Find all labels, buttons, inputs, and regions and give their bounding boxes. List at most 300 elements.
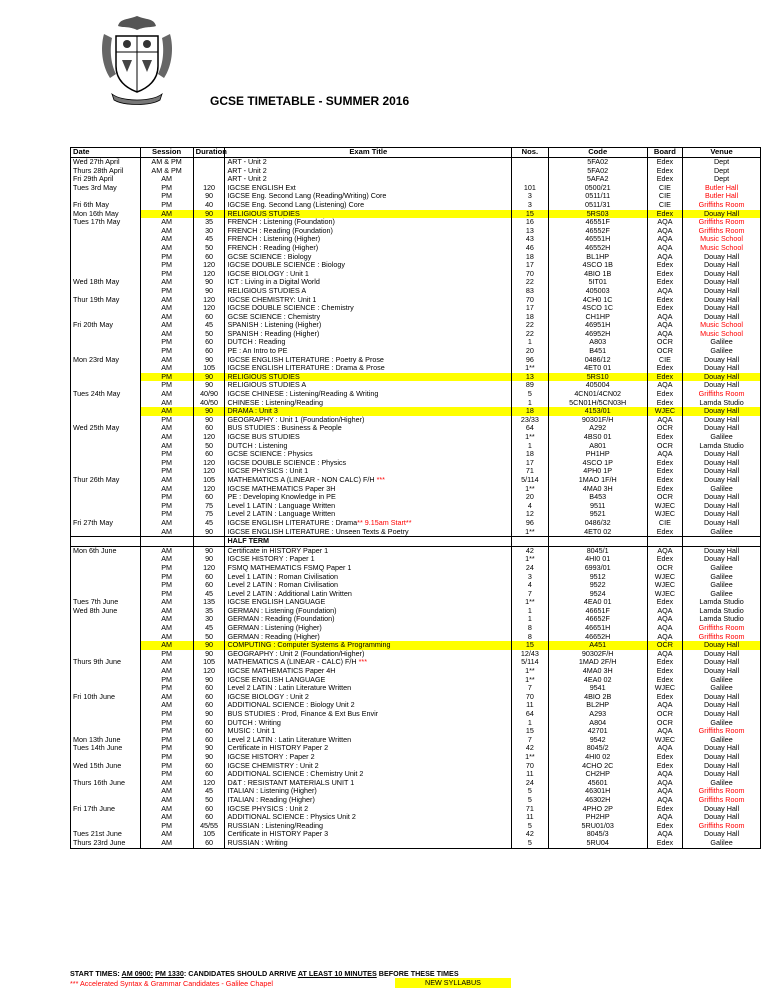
nos-text: 83 — [525, 286, 534, 295]
cell-board — [647, 590, 682, 599]
venue-text: Galilee — [710, 589, 733, 598]
cell-exam — [225, 787, 512, 796]
cell-exam — [225, 607, 512, 616]
cell-exam — [225, 278, 512, 287]
cell-session — [140, 270, 193, 279]
cell-session — [140, 485, 193, 494]
cell-nos — [512, 416, 549, 425]
nos-text: 70 — [525, 761, 534, 770]
cell-board — [647, 564, 682, 573]
venue-text: Douay Hall — [703, 364, 740, 373]
exam-text: IGCSE ENGLISH LITERATURE : Drama — [227, 518, 358, 527]
cell-date — [71, 787, 141, 796]
cell-exam — [225, 546, 512, 555]
cell-duration — [193, 779, 225, 788]
venue-text: Douay Hall — [703, 407, 740, 416]
cell-session — [140, 502, 193, 511]
header-venue: Venue — [683, 148, 761, 158]
cell-board — [647, 719, 682, 728]
session-text: PM — [161, 727, 172, 736]
cell-nos — [512, 528, 549, 537]
session-text: PM — [161, 467, 172, 476]
session-text: AM — [161, 312, 172, 321]
exam-text: SPANISH : Reading (Higher) — [227, 329, 320, 338]
table-row — [71, 624, 761, 633]
cell-nos — [512, 615, 549, 624]
cell-exam — [225, 347, 512, 356]
cell-code — [548, 175, 647, 184]
duration-text: 50 — [205, 441, 214, 450]
board-text: WJEC — [654, 589, 676, 598]
code-text: A451 — [589, 641, 607, 650]
cell-duration — [193, 192, 225, 201]
exam-text: GEOGRAPHY : Unit 1 (Foundation/Higher) — [227, 415, 365, 424]
code-text: 46651F — [585, 606, 610, 615]
venue-text: Douay Hall — [703, 209, 740, 218]
cell-venue — [683, 278, 761, 287]
duration-text: 120 — [203, 261, 216, 270]
cell-duration — [193, 261, 225, 270]
cell-code — [548, 399, 647, 408]
board-text: Edex — [656, 527, 674, 536]
board-text: OCR — [656, 641, 673, 650]
cell-date — [71, 502, 141, 511]
cell-code — [548, 787, 647, 796]
cell-date — [71, 796, 141, 805]
cell-session — [140, 753, 193, 762]
code-text: B453 — [589, 493, 607, 502]
cell-date — [71, 278, 141, 287]
cell-duration — [193, 753, 225, 762]
code-text: 4BIO 2B — [584, 692, 612, 701]
cell-board — [647, 641, 682, 650]
cell-code — [548, 416, 647, 425]
cell-venue — [683, 244, 761, 253]
cell-exam — [225, 476, 512, 485]
cell-nos — [512, 459, 549, 468]
cell-code — [548, 321, 647, 330]
date-text: Tues 24th May — [73, 390, 121, 399]
exam-text: IGCSE DOUBLE SCIENCE : Physics — [227, 458, 347, 467]
cell-code — [548, 615, 647, 624]
cell-venue — [683, 607, 761, 616]
session-text: PM — [161, 563, 172, 572]
cell-session — [140, 321, 193, 330]
cell-code — [548, 573, 647, 582]
cell-board — [647, 227, 682, 236]
cell-venue — [683, 502, 761, 511]
cell-code — [548, 555, 647, 564]
code-text: 5IT01 — [588, 278, 607, 287]
nos-text: 18 — [525, 252, 534, 261]
cell-duration — [193, 607, 225, 616]
cell-code — [548, 770, 647, 779]
venue-text: Douay Hall — [703, 278, 740, 287]
cell-venue — [683, 736, 761, 745]
nos-text: 22 — [525, 329, 534, 338]
table-row — [71, 676, 761, 685]
cell-nos — [512, 184, 549, 193]
cell-date — [71, 762, 141, 771]
session-text: AM — [161, 226, 172, 235]
exam-text: Level 2 LATIN : Roman Civilisation — [227, 581, 339, 590]
venue-text: Music School — [700, 329, 743, 338]
venue-text: Butler Hall — [704, 183, 739, 192]
table-row — [71, 510, 761, 519]
nos-text: 101 — [523, 183, 536, 192]
nos-text: 89 — [525, 381, 534, 390]
cell-venue — [683, 321, 761, 330]
cell-duration — [193, 304, 225, 313]
board-text: AQA — [657, 546, 673, 555]
cell-venue — [683, 330, 761, 339]
cell-exam — [225, 407, 512, 416]
cell-duration — [193, 537, 225, 547]
venue-text: Dept — [713, 157, 730, 166]
exam-text: IGCSE MATHEMATICS Paper 4H — [227, 667, 336, 676]
cell-date — [71, 364, 141, 373]
cell-board — [647, 693, 682, 702]
cell-duration — [193, 227, 225, 236]
session-text: PM — [161, 286, 172, 295]
cell-duration — [193, 210, 225, 219]
cell-duration — [193, 313, 225, 322]
exam-text: Certificate in HISTORY Paper 1 — [227, 546, 329, 555]
cell-nos — [512, 710, 549, 719]
exam-text: IGCSE Eng. Second Lang (Listening) Core — [227, 200, 365, 209]
cell-exam — [225, 201, 512, 210]
cell-exam — [225, 590, 512, 599]
cell-board — [647, 399, 682, 408]
cell-exam — [225, 356, 512, 365]
cell-nos — [512, 813, 549, 822]
cell-exam — [225, 433, 512, 442]
cell-date — [71, 175, 141, 184]
table-row — [71, 192, 761, 201]
code-text: 4ET0 01 — [584, 364, 612, 373]
cell-venue — [683, 805, 761, 814]
cell-date — [71, 321, 141, 330]
session-text: PM — [161, 649, 172, 658]
cell-nos — [512, 590, 549, 599]
cell-nos — [512, 581, 549, 590]
cell-code — [548, 519, 647, 528]
cell-duration — [193, 528, 225, 537]
cell-venue — [683, 227, 761, 236]
cell-code — [548, 433, 647, 442]
cell-date — [71, 210, 141, 219]
duration-text: 90 — [205, 744, 214, 753]
cell-session — [140, 839, 193, 848]
cell-exam — [225, 338, 512, 347]
duration-text: 90 — [205, 407, 214, 416]
venue-text: Douay Hall — [703, 467, 740, 476]
session-text: PM — [161, 192, 172, 201]
cell-nos — [512, 493, 549, 502]
cell-session — [140, 184, 193, 193]
nos-text: 1** — [525, 752, 535, 761]
date-text: Wed 15th June — [73, 761, 122, 770]
table-row — [71, 813, 761, 822]
code-text: 1MAD 2F/H — [578, 658, 617, 667]
cell-exam — [225, 598, 512, 607]
cell-exam — [225, 650, 512, 659]
table-row — [71, 321, 761, 330]
session-text: AM — [161, 484, 172, 493]
code-text: 4BS0 01 — [583, 433, 612, 441]
table-row — [71, 615, 761, 624]
table-row — [71, 564, 761, 573]
cell-session — [140, 235, 193, 244]
cell-duration — [193, 399, 225, 408]
cell-venue — [683, 546, 761, 555]
code-text: 5FA02 — [587, 157, 609, 166]
duration-text: 105 — [203, 658, 216, 667]
cell-code — [548, 537, 647, 547]
table-row — [71, 261, 761, 270]
cell-board — [647, 727, 682, 736]
venue-text: Dept — [713, 166, 730, 175]
code-text: 5RS03 — [586, 209, 609, 218]
code-text: 4SCO 1C — [582, 304, 614, 313]
cell-code — [548, 356, 647, 365]
cell-exam — [225, 719, 512, 728]
exam-timetable — [70, 147, 761, 849]
exam-text: Certificate in HISTORY Paper 3 — [227, 830, 329, 839]
cell-venue — [683, 693, 761, 702]
cell-nos — [512, 546, 549, 555]
cell-date — [71, 227, 141, 236]
cell-duration — [193, 676, 225, 685]
cell-date — [71, 296, 141, 305]
code-text: 46952H — [585, 329, 611, 338]
cell-nos — [512, 330, 549, 339]
cell-duration — [193, 787, 225, 796]
board-text: WJEC — [654, 581, 676, 590]
exam-text: IGCSE ENGLISH LITERATURE : Poetry & Prose — [227, 355, 384, 364]
nos-text: 96 — [525, 355, 534, 364]
cell-nos — [512, 658, 549, 667]
venue-text: Douay Hall — [703, 261, 740, 270]
exam-text: Level 2 LATIN : Latin Literature Written — [227, 735, 352, 744]
date-text: Tues 17th May — [73, 218, 121, 227]
cell-date — [71, 770, 141, 779]
cell-board — [647, 356, 682, 365]
session-text: AM — [161, 518, 172, 527]
table-row — [71, 641, 761, 650]
cell-exam — [225, 373, 512, 382]
duration-text: 60 — [205, 761, 214, 770]
cell-date — [71, 407, 141, 416]
cell-session — [140, 261, 193, 270]
date-text: Thurs 9th June — [73, 658, 121, 667]
code-text: 46302H — [585, 795, 611, 804]
board-text: AQA — [657, 795, 673, 804]
cell-session — [140, 555, 193, 564]
cell-nos — [512, 167, 549, 176]
cell-venue — [683, 564, 761, 573]
board-text: Edex — [656, 667, 674, 676]
duration-text: 90 — [205, 546, 214, 555]
session-text: AM — [161, 441, 172, 450]
cell-duration — [193, 573, 225, 582]
duration-text: 120 — [203, 467, 216, 476]
duration-text: 90 — [205, 372, 214, 381]
exam-text: IGCSE ENGLISH LITERATURE : Drama & Prose — [227, 364, 385, 373]
cell-board — [647, 502, 682, 511]
code-text: 5CN01H/5CN03H — [569, 398, 627, 407]
cell-session — [140, 537, 193, 547]
cell-nos — [512, 510, 549, 519]
cell-date — [71, 607, 141, 616]
cell-session — [140, 710, 193, 719]
session-text: PM — [161, 510, 172, 519]
exam-note: ** 9.15am Start** — [357, 518, 412, 527]
date-text: Thurs 16th June — [73, 778, 125, 787]
cell-board — [647, 615, 682, 624]
session-text: AM — [161, 813, 172, 822]
duration-text: 45 — [205, 235, 214, 244]
duration-text: 60 — [205, 692, 214, 701]
cell-date — [71, 719, 141, 728]
venue-text: Galilee — [710, 684, 733, 693]
cell-nos — [512, 227, 549, 236]
code-text: 9521 — [589, 510, 606, 519]
venue-text: Galilee — [710, 675, 733, 684]
exam-text: GERMAN : Reading (Higher) — [227, 632, 320, 641]
cell-exam — [225, 770, 512, 779]
exam-text: ITALIAN : Listening (Higher) — [227, 787, 317, 796]
cell-duration — [193, 330, 225, 339]
cell-board — [647, 658, 682, 667]
cell-nos — [512, 158, 549, 167]
cell-duration — [193, 218, 225, 227]
venue-text: Douay Hall — [703, 355, 740, 364]
exam-text: ICT : Living in a Digital World — [227, 278, 320, 287]
exam-text: ADDITIONAL SCIENCE : Physics Unit 2 — [227, 813, 356, 822]
cell-board — [647, 493, 682, 502]
venue-text: Douay Hall — [703, 415, 740, 424]
cell-venue — [683, 744, 761, 753]
board-text: Edex — [656, 484, 674, 493]
code-text: 4153/01 — [584, 407, 611, 416]
cell-code — [548, 278, 647, 287]
duration-text: 60 — [205, 770, 214, 779]
cell-nos — [512, 356, 549, 365]
session-text: AM — [161, 598, 172, 607]
cell-venue — [683, 650, 761, 659]
cell-venue — [683, 261, 761, 270]
code-text: PH1HP — [585, 450, 610, 459]
cell-nos — [512, 244, 549, 253]
cell-exam — [225, 442, 512, 451]
exam-text: RELIGIOUS STUDIES — [227, 372, 300, 381]
cell-duration — [193, 684, 225, 693]
session-text: AM — [161, 555, 172, 564]
cell-venue — [683, 701, 761, 710]
session-text: PM — [161, 589, 172, 598]
cell-session — [140, 719, 193, 728]
cell-exam — [225, 581, 512, 590]
cell-exam — [225, 701, 512, 710]
board-text: Edex — [656, 475, 674, 484]
session-text: AM — [161, 355, 172, 364]
cell-code — [548, 813, 647, 822]
code-text: A803 — [589, 338, 607, 347]
code-text: 0511/11 — [585, 192, 611, 201]
cell-nos — [512, 624, 549, 633]
nos-text: 7 — [527, 735, 532, 744]
cell-nos — [512, 727, 549, 736]
nos-text: 1** — [525, 364, 535, 373]
venue-text: Galilee — [710, 347, 733, 356]
board-text: AQA — [657, 649, 673, 658]
session-text: AM — [161, 830, 172, 839]
cell-exam — [225, 485, 512, 494]
duration-text: 60 — [205, 813, 214, 822]
venue-text: Douay Hall — [703, 510, 740, 519]
cell-code — [548, 805, 647, 814]
venue-text: Douay Hall — [703, 493, 740, 502]
cell-date — [71, 433, 141, 442]
venue-text: Douay Hall — [703, 701, 740, 710]
cell-venue — [683, 633, 761, 642]
cell-venue — [683, 407, 761, 416]
table-row — [71, 590, 761, 599]
header-session: Session — [140, 148, 193, 158]
cell-venue — [683, 450, 761, 459]
cell-code — [548, 192, 647, 201]
cell-date — [71, 158, 141, 167]
code-text: 0511/31 — [584, 200, 611, 209]
cell-nos — [512, 347, 549, 356]
session-text: PM — [161, 744, 172, 753]
pm-start-time: PM 1330 — [155, 969, 184, 978]
cell-session — [140, 676, 193, 685]
cell-session — [140, 787, 193, 796]
cell-code — [548, 710, 647, 719]
cell-session — [140, 564, 193, 573]
venue-text: Douay Hall — [703, 269, 740, 278]
code-text: 4PH0 1P — [583, 467, 613, 476]
cell-code — [548, 304, 647, 313]
nos-text: 1 — [527, 615, 532, 624]
venue-text: Griffiths Room — [698, 218, 745, 227]
cell-code — [548, 244, 647, 253]
board-text: OCR — [656, 718, 673, 727]
nos-text: 5 — [527, 821, 532, 830]
board-text: AQA — [657, 218, 673, 227]
venue-text: Galilee — [710, 838, 733, 847]
cell-duration — [193, 822, 225, 831]
cell-duration — [193, 338, 225, 347]
cell-duration — [193, 658, 225, 667]
venue-text: Douay Hall — [703, 518, 740, 527]
cell-date — [71, 528, 141, 537]
cell-exam — [225, 633, 512, 642]
header-code: Code — [548, 148, 647, 158]
cell-duration — [193, 373, 225, 382]
nos-text: 15 — [525, 209, 534, 218]
code-text: PH2HP — [585, 813, 610, 822]
cell-board — [647, 676, 682, 685]
cell-exam — [225, 727, 512, 736]
cell-nos — [512, 364, 549, 373]
cell-exam — [225, 564, 512, 573]
cell-date — [71, 416, 141, 425]
cell-date — [71, 590, 141, 599]
cell-date — [71, 356, 141, 365]
